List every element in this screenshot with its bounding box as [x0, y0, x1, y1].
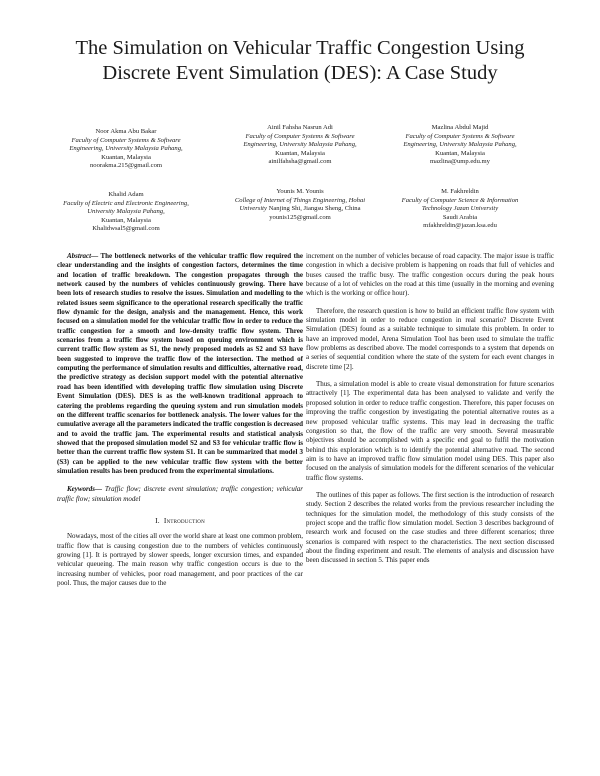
author-affiliation: Faculty of Computer Systems & Software Engineering, University Malaysia Pahang, [403, 132, 517, 149]
author-email: mazlina@ump.edu.my [430, 158, 490, 166]
author-location: Kuantan, Malaysia [435, 149, 485, 157]
section-number: I. [155, 515, 160, 525]
author-location: Kuantan, Malaysia [101, 216, 151, 224]
author-block-6 [396, 188, 524, 231]
author-email: mfakhreldin@jazan.ksa.edu [423, 222, 497, 230]
author-email: younis125@gmail.com [269, 213, 331, 221]
author-email: noorakma.215@gmail.com [90, 162, 162, 170]
body-paragraph: The outlines of this paper as follows. The first section is the introduction of research study. Section 2 describes the related works from the previous researcher including the techniques for the simulation model, the methodology of this study consists of the project scope and the traffic flow simulation model. Section 3 describes background of research work and focused on the case studies and three different scenarios; three scenarios is compared with respect to the characteristics. The next section discussed about the finding experiment and result. The elements of analysis and discussion have been discussed in section 5. This paper ends [306, 490, 554, 565]
keywords-text: Traffic flow; discrete event simulation; traffic congestion; vehicular traffic flow; simulation model [57, 485, 303, 503]
author-affiliation: Faculty of Computer Systems & Software Engineering, University Malaysia Pahang, [243, 132, 357, 149]
author-block-2 [236, 124, 364, 167]
section-heading [57, 516, 303, 525]
author-name: Noor Akma Abu Bakar [95, 128, 157, 135]
author-block-3 [396, 124, 524, 167]
keywords-label: Keywords— [67, 485, 102, 494]
author-affiliation: Faculty of Computer Science & Information Technology Jazan University [401, 196, 519, 213]
keywords [57, 485, 303, 504]
author-name: Mazlina Abdul Majid [431, 124, 489, 131]
abstract-label: Abstract [67, 252, 92, 260]
author-name: Khalid Adam [108, 191, 144, 198]
author-location: Saudi Arabia [442, 213, 478, 221]
author-block-4 [62, 191, 190, 234]
author-location: Nanjing Shi, Jiangsu Sheng, China [268, 205, 361, 213]
author-email: ainilfahsha@gmail.com [268, 158, 332, 166]
author-affiliation: Faculty of Computer Systems & Software Engineering, University Malaysia Pahang, [69, 136, 183, 153]
body-paragraph: Thus, a simulation model is able to create visual demonstration for future scenarios attractively [1]. The experimental data has been analysed to validate and verify the proposed solution in order to reduce traffic congestion. Therefore, this paper focuses on improving the traffic congestion by investigating the potential alternative routes as a new proposed vehicular traffic systems. This may lead in decreasing the traffic congestion so that, the flow of the traffic are very smooth. Several measurable objectives should be accomplished with a specific end goal to fulfil the motivation behind this exploration which is to identify the potential alternative road. The second aim is to have an improved traffic flow simulation model using DES. This paper also focused on the analysis of simulation models for the different scenarios of the vehicular traffic flow systems. [306, 380, 554, 482]
author-name: M. Fakhreldin [441, 188, 479, 195]
author-email: Khalidwsal5@gmail.com [92, 225, 160, 233]
intro-paragraph: Nowadays, most of the cities all over the world share at least one common problem, traffic flow that is causing congestion due to the numbers of vehicles continuously growing [1]. It is portrayed by slower speeds, longer excursion times, and expanded vehicular queueing. The main reason why traffic congestion occurs is due to the increasing number of vehicles, poor road management, and poor practices of the car pool. Thus, the major causes due to the [57, 532, 303, 587]
author-name: Ainil Fahsha Nasrun Adi [267, 124, 333, 131]
author-block-5 [228, 188, 372, 222]
left-column [57, 252, 303, 588]
abstract [57, 252, 303, 476]
author-location: Kuantan, Malaysia [275, 149, 325, 157]
author-location: Kuantan, Malaysia [101, 153, 151, 161]
author-affiliation: Faculty of Electric and Electronic Engineering, University Malaysia Pahang, [63, 199, 189, 216]
paper-title: The Simulation on Vehicular Traffic Congestion Using Discrete Event Simulation (DES): A Case Study [75, 37, 525, 84]
section-title: Introduction [163, 515, 205, 525]
right-column [306, 252, 554, 574]
author-affiliation: College of Internet of Things Engineering, Hohai University [234, 196, 366, 213]
author-name: Younis M. Younis [276, 188, 324, 195]
abstract-text: — The bottleneck networks of the vehicular traffic flow required the clear understanding and the insights of congestion factors, determines the time and location of traffic breakdown. The congestion propagates through the network caused by the numbers of vehicles continuously growing. There have been lots of research studies to resolve the issues. Simulation and modelling to the related issues seem significance to the operational research specifically the traffic flow dynamic for the design, analysis and the management. Hence, this work focused on a simulation model for the vehicular traffic flow in order to reduce the traffic congestion for a smooth and low-density traffic flow system. Three scenarios from a traffic flow system based on queuing environment which is current traffic flow system as S1, the newly proposed models as S2 and S3 have been suggested to improve the traffic flow of the intersection. The method of computing the performance of simulation results and difficulties, alternative road, the predictive strategy as decision support model with the potential alternative road has been identified with developing traffic flow simulation using Discrete Event Simulation (DES). DES is as the well-known traditional approach to catering the problems regarding the queuing system and run simulation models on the different traffic scenarios for bottleneck analysis. The lower values for the cumulative average all the parameters indicated the traffic congestion is decreased and to avoid the traffic jam. The experimental results and statistical analysis showed that the proposed simulation model S2 and S3 for vehicular traffic flow is better than the current traffic flow system S1. It can be summarized that model 3 (S3) can be applied to the new vehicular traffic flow system with the better simulation results has been produced from the experimental simulations. [57, 252, 303, 475]
body-paragraph: increment on the number of vehicles because of road capacity. The major issue is traffic congestion in which a decisive problem is happening on roads that full of vehicles and buses caused the traffic busy. The traffic congestion occurs during the peak hours because of a lot of vehicles on the road at this time (usually in the morning and evening which is the working or office hour). [306, 252, 554, 298]
body-paragraph: Therefore, the research question is how to build an efficient traffic flow system with simulation model in order to reduce congestion in real scenario? Discrete Event Simulation (DES) found as a suitable technique to simulate this problem. In order to have an improved model, Arena Simulation Tool has been used to simulate the traffic flow problems as described above. The model corresponds to a system that depends on a series of sequential condition where the state of the system for each event changes in discrete time [2]. [306, 306, 554, 371]
author-block-1 [62, 128, 190, 171]
